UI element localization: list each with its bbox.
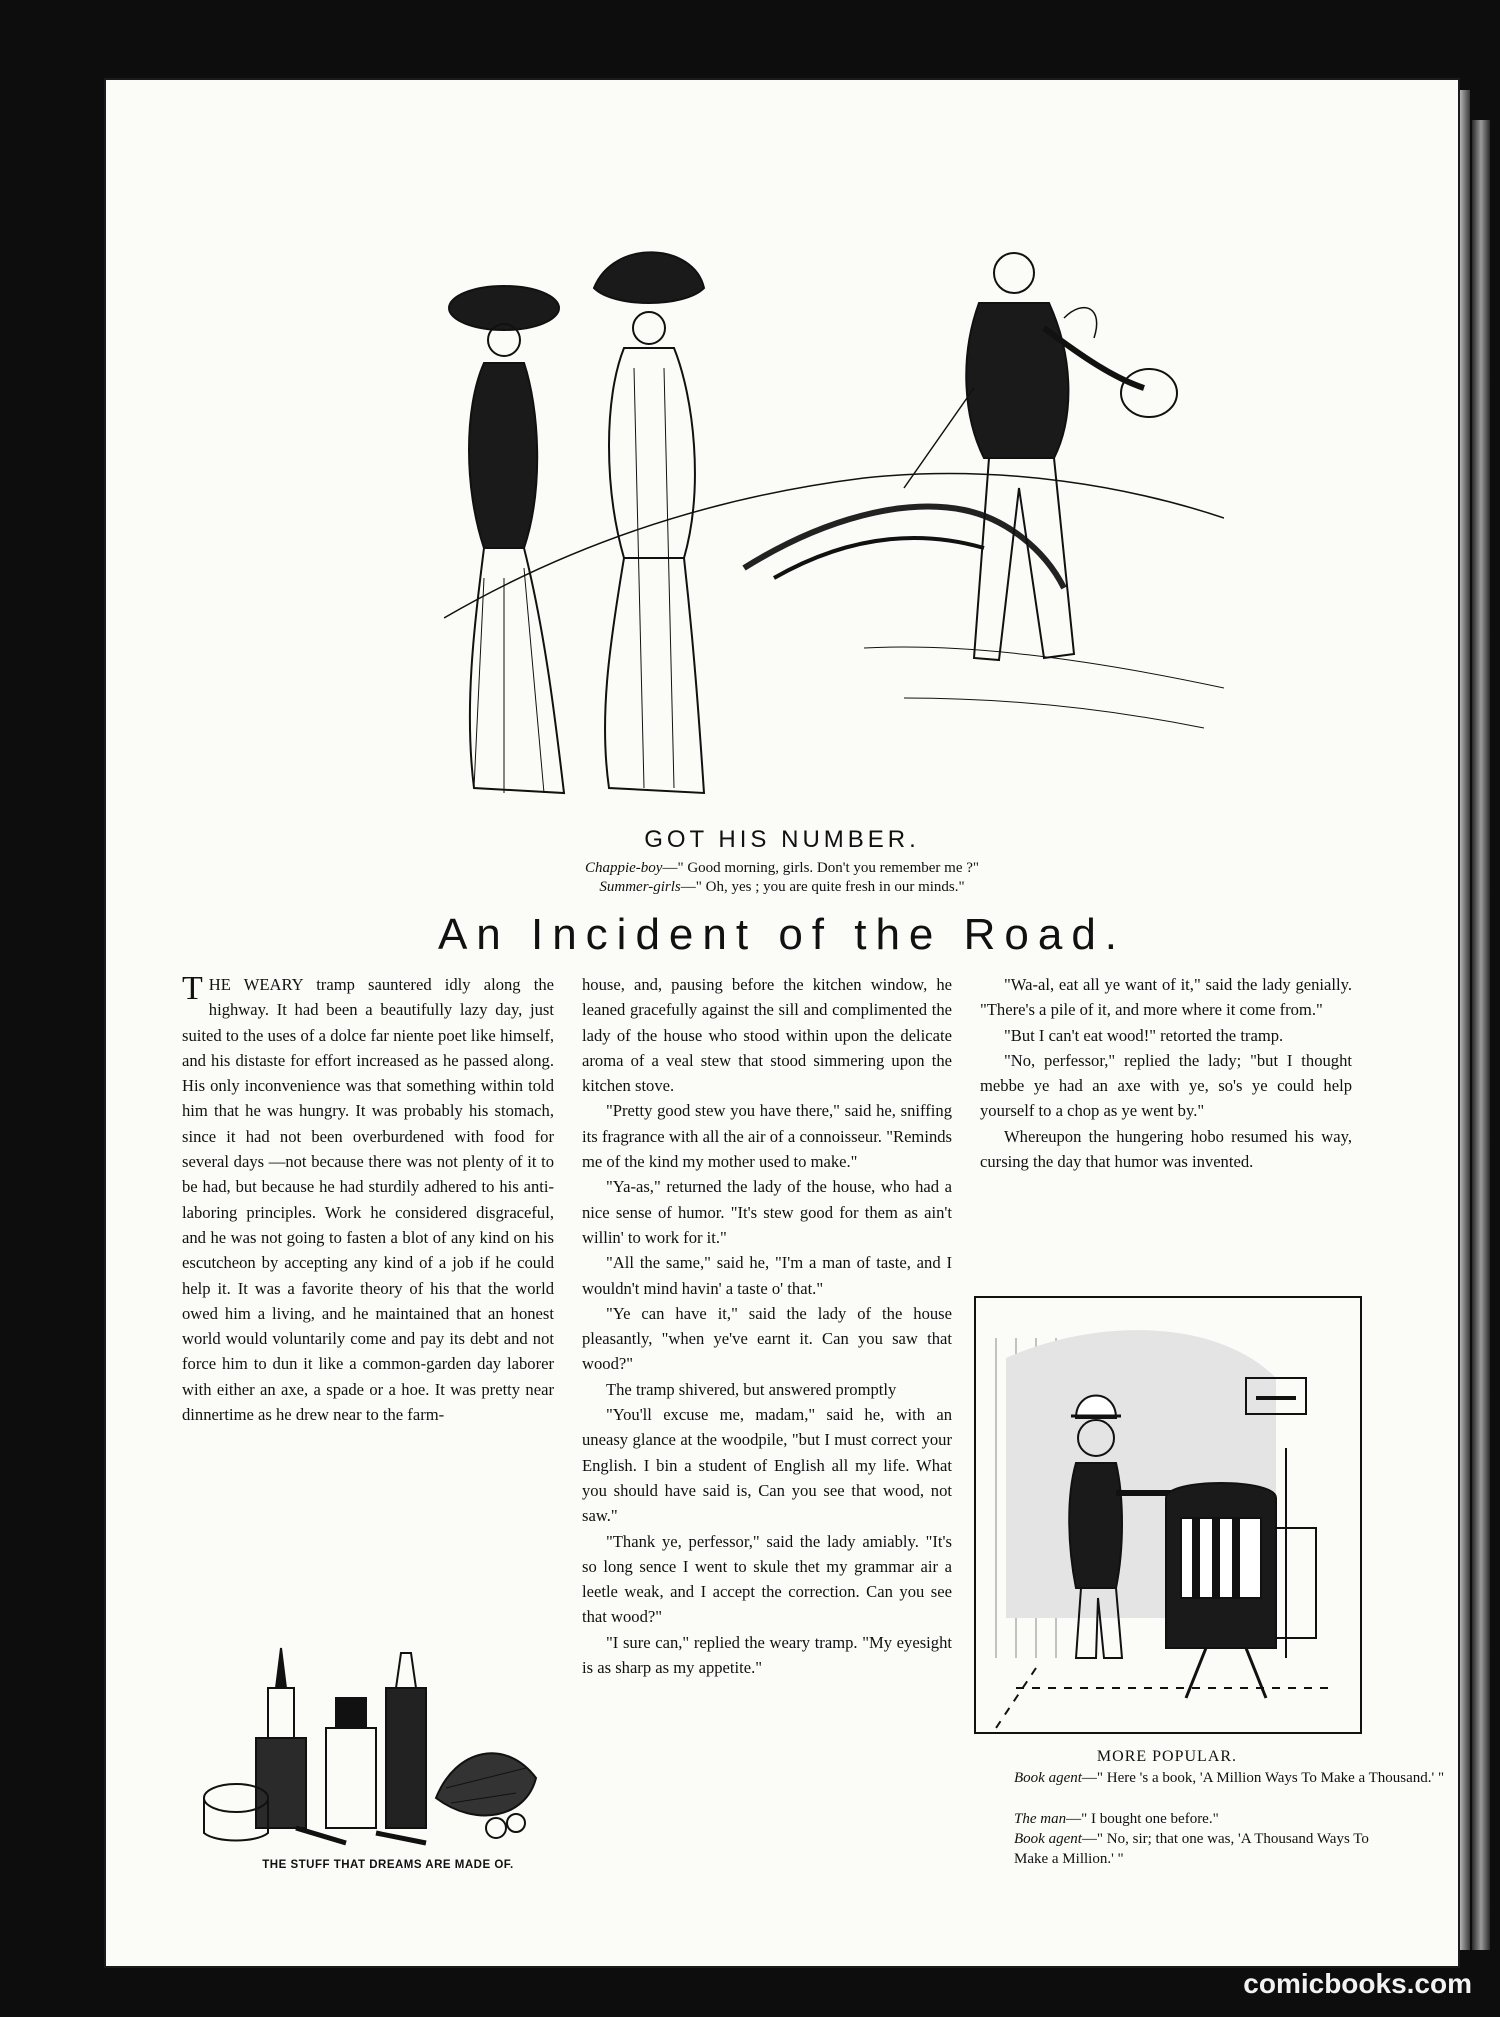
speaker-label: Chappie-boy <box>584 860 663 876</box>
story-paragraph: Whereupon the hungering hobo resumed his way, cursing the day that humor was invented. <box>980 1126 1352 1172</box>
speaker-label: Summer-girls <box>599 879 681 895</box>
got-his-number-illustration <box>444 248 1224 828</box>
speaker-label: The man <box>1014 1811 1067 1827</box>
speaker-label: Book agent <box>1014 1770 1082 1786</box>
story-paragraph: "No, perfessor," replied the lady; "but I thought mebbe ye had an axe with ye, so's ye could help yourself to a chop as ye went by." <box>980 1050 1352 1121</box>
story-paragraph: "Ya-as," returned the lady of the house, who had a nice sense of humor. "It's stew good for them as ain't willin' to work for it." <box>582 1177 952 1247</box>
speaker-label: Book agent <box>1014 1831 1082 1847</box>
story-paragraph: "Thank ye, perfessor," said the lady amiably. "It's so long sence I went to skule thet my grammar air a leetle weak, and I accept the correction. Can you see that wood?" <box>582 1531 952 1627</box>
cartoon-caption-line-2 <box>1014 1809 1219 1829</box>
story-paragraph: "You'll excuse me, madam," said he, with an uneasy glance at the woodpile, "but I must correct your English. I bin a student of English all my life. What you should have said is, Can you see that wood, not saw." <box>582 1405 952 1526</box>
site-watermark: comicbooks.com <box>1243 1968 1472 1999</box>
dream-stuff-illustration <box>196 1628 556 1848</box>
cartoon-caption-line-3 <box>1014 1829 1370 1869</box>
story-paragraph: "Pretty good stew you have there," said he, sniffing its fragrance with all the air of a connoisseur. "Reminds me of the kind my mother used to make." <box>582 1101 952 1172</box>
more-popular-illustration-frame <box>974 1296 1362 1734</box>
speaker-line: —" Here 's a book, 'A Million Ways To Make a Thousand.' " <box>1081 1770 1445 1786</box>
story-column-3 <box>980 972 1352 1174</box>
story-paragraph <box>182 972 554 1427</box>
story-paragraph: "I sure can," replied the weary tramp. "My eyesight is as sharp as my appetite." <box>582 1632 952 1678</box>
paragraph-text: HE WEARY tramp sauntered idly along the highway. It had been a beautifully lazy day, just suited to the uses of a dolce far niente poet like himself, and his distaste for effort increased as he passed along. His only inconvenience was that something within told him that he was hungry. It was probably his stomach, since it had not been overburdened with food for several days —not because there was not plenty of it to be had, but because he had sturdily adhered to his anti-laboring principles. Work he considered disgraceful, and he was not going to fasten a blot of any kind on his escutcheon by accepting any kind of a job if he could help it. It was a favorite theory of his that the world owed him a living, and he maintained that an honest world would voluntarily come and pay its debt and not force him to dun it like a common-garden day laborer with either an axe, a spade or a hoe. It was pretty near dinnertime as he drew near to the farm- <box>182 975 554 1425</box>
speaker-line: —" I bought one before." <box>1066 1811 1219 1827</box>
story-headline: An Incident of the Road. <box>437 910 1127 959</box>
speaker-line: —" Oh, yes ; you are quite fresh in our minds." <box>680 879 965 895</box>
cartoon-title: GOT HIS NUMBER. <box>644 826 920 853</box>
cartoon-title: MORE POPULAR. <box>1096 1748 1238 1765</box>
story-paragraph: "All the same," said he, "I'm a man of taste, and I wouldn't mind havin' a taste o' that." <box>582 1253 952 1298</box>
story-column-1 <box>182 972 554 1427</box>
speaker-line: —" Good morning, girls. Don't you remember me ?" <box>662 860 980 876</box>
more-popular-illustration <box>976 1298 1360 1732</box>
page-binding-edge-dark <box>1472 120 1490 1950</box>
drop-cap: T <box>182 970 203 1007</box>
cartoon-caption-line-2 <box>104 879 1460 896</box>
story-paragraph: The tramp shivered, but answered promptly <box>606 1379 897 1399</box>
magazine-page <box>104 78 1460 1968</box>
cartoon-caption-line-1 <box>1014 1768 1444 1788</box>
story-paragraph: "Ye can have it," said the lady of the house pleasantly, "when ye've earnt it. Can you saw that wood?" <box>582 1303 952 1374</box>
cartoon-caption-line-1 <box>104 860 1460 877</box>
dream-stuff-caption: THE STUFF THAT DREAMS ARE MADE OF. <box>262 1859 514 1871</box>
speaker-line: —" No, sir; that one was, 'A Thousand Ways To Make a Million.' " <box>1014 1831 1369 1867</box>
story-paragraph: "Wa-al, eat all ye want of it," said the lady genially. "There's a pile of it, and more where it come from." <box>980 975 1352 1020</box>
story-paragraph: house, and, pausing before the kitchen window, he leaned gracefully against the sill and complimented the lady of the house who stood within upon the delicate aroma of a veal stew that stood simmering upon the kitchen stove. <box>582 975 952 1096</box>
story-column-2 <box>582 972 952 1680</box>
story-paragraph: "But I can't eat wood!" retorted the tramp. <box>1004 1025 1284 1045</box>
